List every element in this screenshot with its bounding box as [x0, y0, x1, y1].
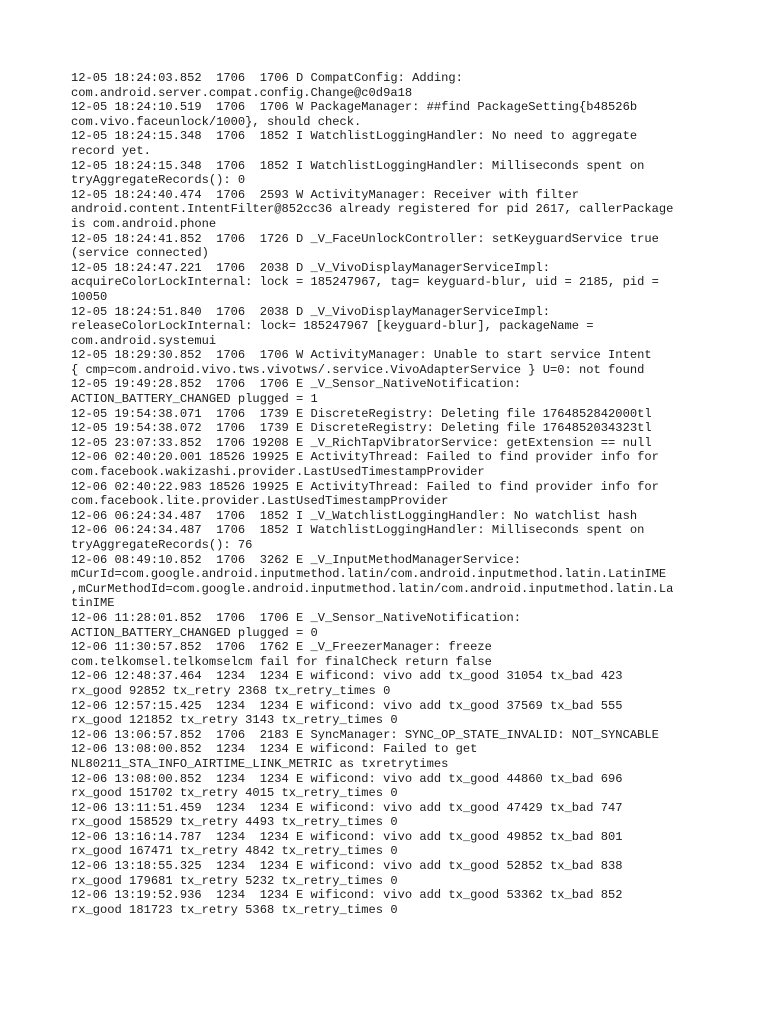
log-line: record yet.	[71, 143, 151, 158]
log-line: 12-05 18:24:03.852 1706 1706 D CompatConfig: Adding:	[71, 71, 463, 85]
log-line: 12-05 19:54:38.071 1706 1739 E DiscreteRegistry: Deleting file 1764852842000tl	[71, 406, 652, 421]
log-line: android.content.IntentFilter@852cc36 already registered for pid 2617, callerPackage	[71, 202, 674, 217]
log-line: 12-05 23:07:33.852 1706 19208 E _V_RichTapVibratorService: getExtension == null	[71, 435, 652, 450]
log-line: ,mCurMethodId=com.google.android.inputmethod.latin/com.android.inputmethod.latin.La	[71, 581, 674, 596]
log-line: (service connected)	[71, 246, 209, 261]
log-line: ACTION_BATTERY_CHANGED plugged = 1	[71, 392, 318, 407]
log-line: 12-06 13:11:51.459 1234 1234 E wificond: vivo add tx_good 47429 tx_bad 747	[71, 800, 623, 815]
log-line: 12-06 12:57:15.425 1234 1234 E wificond: vivo add tx_good 37569 tx_bad 555	[71, 698, 623, 713]
log-line: is com.android.phone	[71, 216, 217, 231]
log-line: 12-06 13:08:00.852 1234 1234 E wificond: Failed to get	[71, 742, 478, 757]
log-line: 12-06 12:48:37.464 1234 1234 E wificond: vivo add tx_good 31054 tx_bad 423	[71, 669, 623, 684]
log-line: 12-06 11:30:57.852 1706 1762 E _V_FreezerManager: freeze	[71, 640, 492, 655]
log-line: com.facebook.lite.provider.LastUsedTimestampProvider	[71, 494, 449, 509]
log-line: 12-06 06:24:34.487 1706 1852 I _V_WatchlistLoggingHandler: No watchlist hash	[71, 508, 638, 523]
log-line: NL80211_STA_INFO_AIRTIME_LINK_METRIC as txretrytimes	[71, 756, 449, 771]
log-line: releaseColorLockInternal: lock= 185247967 [keyguard-blur], packageName =	[71, 319, 594, 334]
log-line: rx_good 158529 tx_retry 4493 tx_retry_times 0	[71, 815, 398, 830]
log-line: 12-05 19:49:28.852 1706 1706 E _V_Sensor_NativeNotification:	[71, 377, 521, 392]
log-line: 12-06 06:24:34.487 1706 1852 I WatchlistLoggingHandler: Milliseconds spent on	[71, 523, 645, 538]
log-line: tryAggregateRecords(): 76	[71, 538, 253, 552]
log-line: 12-05 18:24:40.474 1706 2593 W ActivityManager: Receiver with filter	[71, 187, 580, 202]
log-line: 12-05 18:24:15.348 1706 1852 I WatchlistLoggingHandler: No need to aggregate	[71, 129, 638, 144]
log-line: mCurId=com.google.android.inputmethod.latin/com.android.inputmethod.latin.LatinIME	[71, 567, 667, 582]
log-line: 12-05 19:54:38.072 1706 1739 E DiscreteRegistry: Deleting file 1764852034323tl	[71, 421, 652, 436]
log-line: 12-06 13:16:14.787 1234 1234 E wificond: vivo add tx_good 49852 tx_bad 801	[71, 829, 623, 844]
log-line: 12-06 13:19:52.936 1234 1234 E wificond: vivo add tx_good 53362 tx_bad 852	[71, 888, 623, 903]
log-line: ACTION_BATTERY_CHANGED plugged = 0	[71, 625, 318, 640]
log-line: rx_good 167471 tx_retry 4842 tx_retry_times 0	[71, 844, 398, 859]
log-line: com.android.server.compat.config.Change@c0d9a18	[71, 85, 413, 100]
log-line: 10050	[71, 289, 108, 304]
log-line: 12-06 02:40:20.001 18526 19925 E ActivityThread: Failed to find provider info for	[71, 450, 659, 465]
log-line: 12-06 02:40:22.983 18526 19925 E ActivityThread: Failed to find provider info for	[71, 479, 659, 494]
log-line: 12-06 08:49:10.852 1706 3262 E _V_InputMethodManagerService:	[71, 552, 521, 567]
log-line: { cmp=com.android.vivo.tws.vivotws/.service.VivoAdapterService } U=0: not found	[71, 362, 645, 377]
log-line: 12-05 18:24:10.519 1706 1706 W PackageManager: ##find PackageSetting{b48526b	[71, 100, 638, 115]
log-text	[71, 71, 711, 917]
log-line: 12-05 18:29:30.852 1706 1706 W ActivityManager: Unable to start service Intent	[71, 348, 652, 363]
log-line: rx_good 92852 tx_retry 2368 tx_retry_times 0	[71, 683, 391, 698]
log-line: 12-05 18:24:15.348 1706 1852 I WatchlistLoggingHandler: Milliseconds spent on	[71, 158, 645, 173]
log-line: 12-06 13:18:55.325 1234 1234 E wificond: vivo add tx_good 52852 tx_bad 838	[71, 859, 623, 874]
log-line: com.telkomsel.telkomselcm fail for finalCheck return false	[71, 654, 492, 669]
log-line: tryAggregateRecords(): 0	[71, 173, 246, 188]
log-line: 12-05 18:24:47.221 1706 2038 D _V_VivoDisplayManagerServiceImpl:	[71, 260, 550, 275]
log-line: 12-06 13:06:57.852 1706 2183 E SyncManager: SYNC_OP_STATE_INVALID: NOT_SYNCABLE	[71, 727, 659, 742]
log-line: 12-05 18:24:41.852 1706 1726 D _V_FaceUnlockController: setKeyguardService true	[71, 231, 659, 246]
log-line: com.vivo.faceunlock/1000}, should check.	[71, 114, 362, 129]
log-line: 12-06 13:08:00.852 1234 1234 E wificond: vivo add tx_good 44860 tx_bad 696	[71, 771, 623, 786]
log-line: 12-06 11:28:01.852 1706 1706 E _V_Sensor_NativeNotification:	[71, 610, 521, 625]
log-line: rx_good 121852 tx_retry 3143 tx_retry_times 0	[71, 713, 398, 728]
log-line: rx_good 181723 tx_retry 5368 tx_retry_times 0	[71, 902, 398, 917]
log-line: 12-05 18:24:51.840 1706 2038 D _V_VivoDisplayManagerServiceImpl:	[71, 304, 550, 319]
log-line: tinIME	[71, 596, 115, 611]
log-line: com.facebook.wakizashi.provider.LastUsedTimestampProvider	[71, 465, 485, 480]
log-line: com.android.systemui	[71, 333, 217, 348]
log-line: acquireColorLockInternal: lock = 185247967, tag= keyguard-blur, uid = 2185, pid =	[71, 275, 659, 290]
log-line: rx_good 179681 tx_retry 5232 tx_retry_times 0	[71, 873, 398, 888]
log-line: rx_good 151702 tx_retry 4015 tx_retry_times 0	[71, 786, 398, 801]
